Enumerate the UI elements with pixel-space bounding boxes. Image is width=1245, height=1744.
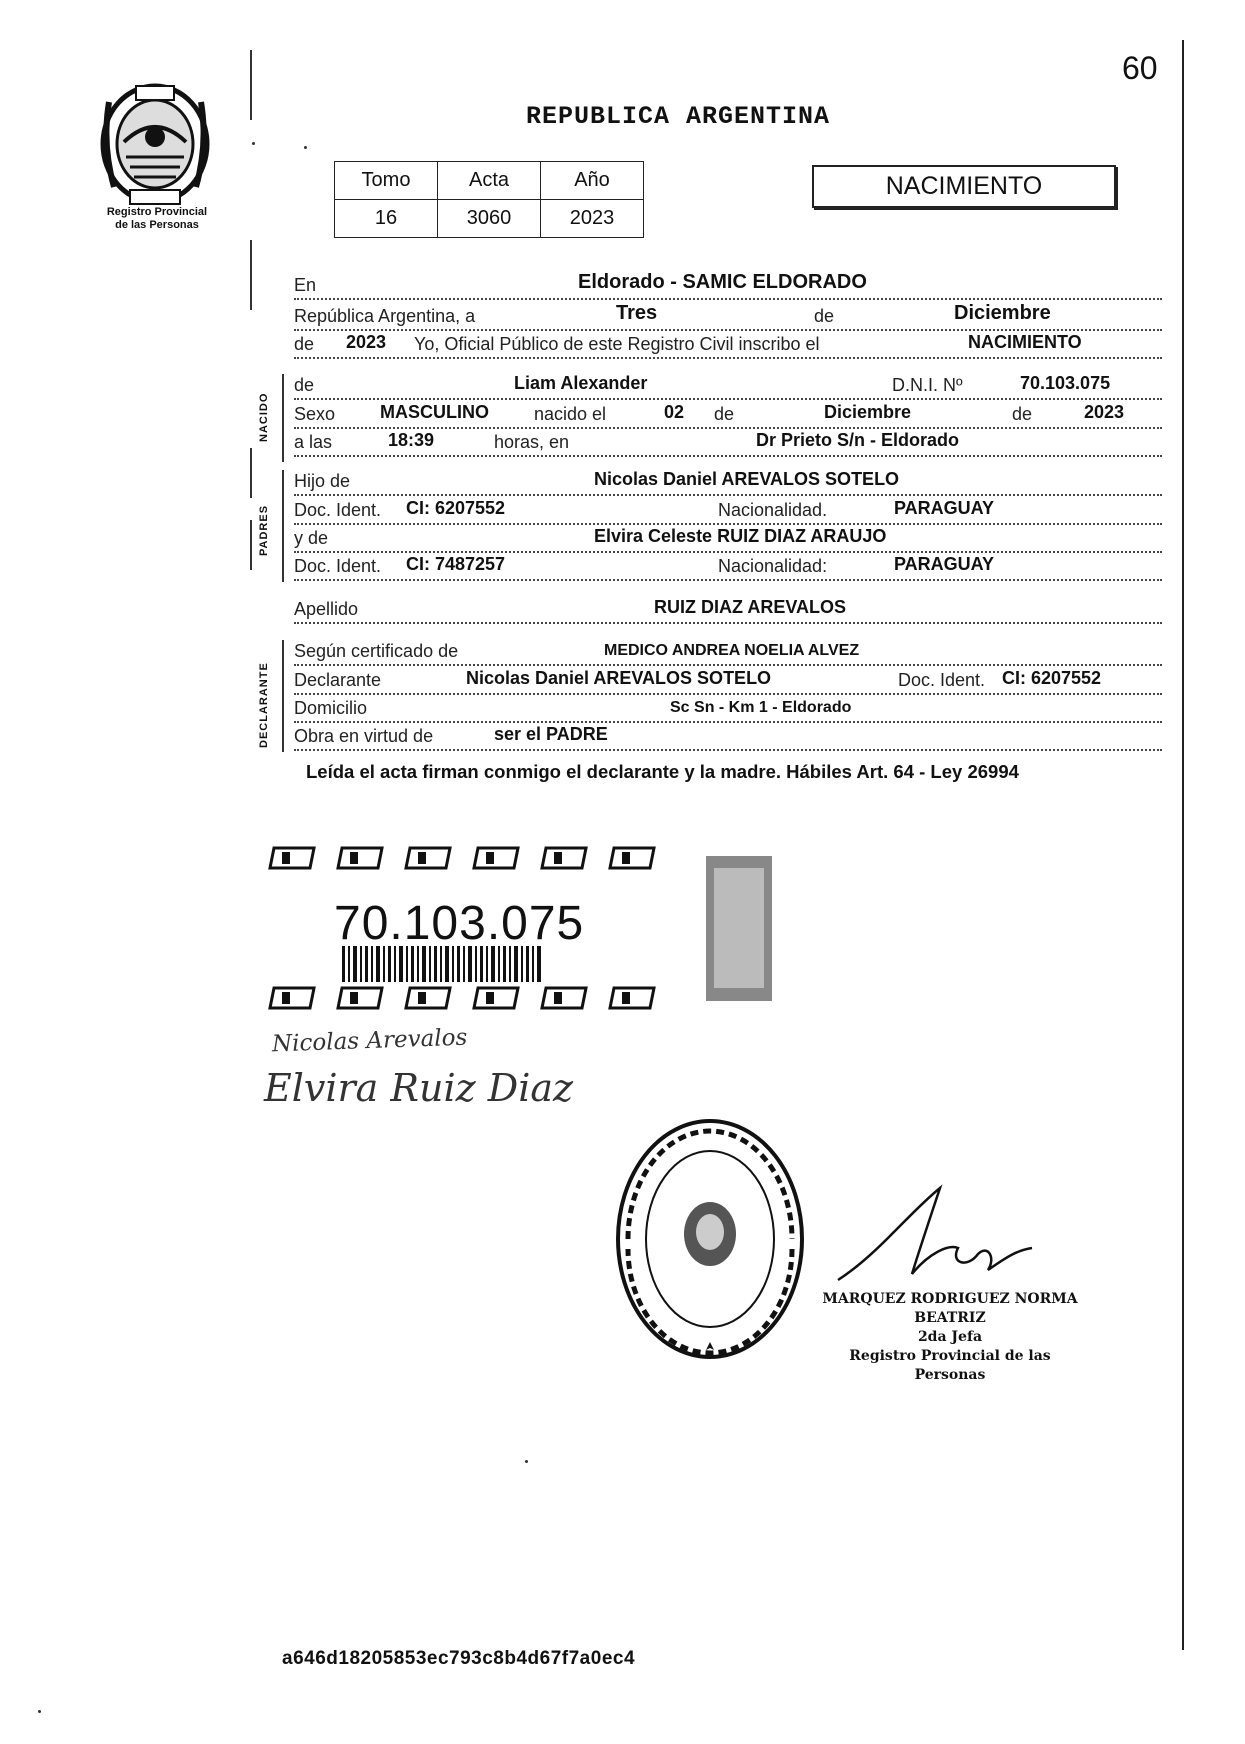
row-surname (294, 596, 1162, 624)
value-birth-day: 02 (664, 402, 685, 422)
label-mother: y de (294, 528, 329, 548)
row-father (294, 468, 1162, 496)
row-father-doc (294, 497, 1162, 525)
label-de: de (714, 404, 735, 424)
row-capacity (294, 723, 1162, 751)
statement-text: Yo, Oficial Público de este Registro Civil inscribo el (414, 334, 820, 354)
value-father: Nicolas Daniel AREVALOS SOTELO (594, 469, 900, 489)
section-divider (282, 470, 284, 582)
value-birth-year: 2023 (1084, 402, 1125, 422)
section-divider (282, 640, 284, 752)
label-mother-nationality: Nacionalidad: (718, 556, 828, 576)
row-newborn-name (294, 372, 1162, 400)
label-declarant-doc: Doc. Ident. (898, 670, 986, 690)
register-header-cell: Año (541, 162, 644, 200)
value-mother-doc: CI: 7487257 (406, 554, 506, 574)
value-father-nationality: PARAGUAY (894, 498, 995, 518)
value-birth-place: Dr Prieto S/n - Eldorado (756, 430, 960, 450)
margin-mark (250, 448, 252, 498)
register-table (334, 161, 644, 238)
register-value-row (335, 200, 644, 238)
row-mother-doc (294, 553, 1162, 581)
value-day-words: Tres (616, 302, 658, 324)
row-place (294, 272, 1162, 300)
officer-org: Registro Provincial de las Personas (849, 1348, 1051, 1383)
label-certificate: Según certificado de (294, 641, 459, 661)
scan-speck (38, 1710, 41, 1713)
label-time: a las (294, 432, 333, 452)
margin-mark (250, 240, 252, 310)
label-sex: Sexo (294, 404, 336, 424)
label-dni: D.N.I. Nº (892, 375, 963, 395)
value-declarant-doc: CI: 6207552 (1002, 668, 1102, 688)
scan-speck (525, 1460, 528, 1463)
label-capacity: Obra en virtud de (294, 726, 434, 746)
row-mother (294, 525, 1162, 553)
value-father-doc: CI: 6207552 (406, 498, 506, 518)
label-declarant: Declarante (294, 670, 382, 690)
label-address: Domicilio (294, 698, 368, 718)
official-round-stamp-icon (612, 1114, 808, 1364)
officer-title: 2da Jefa (917, 1329, 983, 1345)
label-de: de (814, 306, 835, 326)
label-year: de (294, 334, 315, 354)
value-dni: 70.103.075 (1020, 373, 1111, 393)
row-time-place (294, 429, 1162, 457)
scan-speck (252, 142, 255, 145)
label-name: de (294, 375, 315, 395)
section-divider (282, 374, 284, 462)
value-capacity: ser el PADRE (494, 724, 608, 744)
margin-mark (250, 50, 252, 120)
register-header-cell: Tomo (335, 162, 438, 200)
organization-name (90, 206, 224, 232)
section-born: NACIDO (258, 392, 270, 442)
provincial-seal-icon (94, 82, 216, 218)
value-mother: Elvira Celeste RUIZ DIAZ ARAUJO (594, 526, 887, 546)
label-mother-doc: Doc. Ident. (294, 556, 382, 576)
value-address: Sc Sn - Km 1 - Eldorado (670, 699, 852, 716)
value-certificate: MEDICO ANDREA NOELIA ALVEZ (604, 642, 860, 659)
value-surname: RUIZ DIAZ AREVALOS (654, 597, 846, 617)
register-value-cell: 2023 (541, 200, 644, 238)
label-father-doc: Doc. Ident. (294, 500, 382, 520)
value-declarant: Nicolas Daniel AREVALOS SOTELO (466, 668, 772, 688)
value-year: 2023 (346, 332, 387, 352)
label-hours: horas, en (494, 432, 570, 452)
value-birth-month: Diciembre (824, 402, 912, 422)
page-border-line (1182, 40, 1184, 1650)
country-title: REPUBLICA ARGENTINA (526, 102, 831, 131)
label-father-nationality: Nacionalidad. (718, 500, 828, 520)
label-country: República Argentina, a (294, 306, 476, 326)
register-header-row (335, 162, 644, 200)
value-sex: MASCULINO (380, 402, 489, 422)
row-date (294, 303, 1162, 331)
record-type-box: NACIMIENTO (812, 165, 1116, 208)
value-place: Eldorado - SAMIC ELDORADO (578, 271, 867, 293)
row-certificate (294, 638, 1162, 666)
signature-mother: Elvira Ruiz Diaz (264, 1066, 574, 1110)
document-hash: a646d18205853ec793c8b4d67f7a0ec4 (282, 1648, 636, 1669)
signature-declarant: Nicolas Arevalos (271, 1024, 468, 1058)
closing-statement: Leída el acta firman conmigo el declarante y la madre. Hábiles Art. 64 - Ley 26994 (306, 761, 1019, 782)
org-line-2: de las Personas (115, 219, 199, 231)
row-statement (294, 331, 1162, 359)
label-de: de (1012, 404, 1033, 424)
org-line-1: Registro Provincial (106, 206, 208, 218)
value-record-kind: NACIMIENTO (968, 332, 1082, 352)
officer-block (820, 1290, 1080, 1385)
page-number: 60 (1122, 50, 1158, 86)
row-declarant (294, 667, 1162, 695)
officer-signature-icon (818, 1184, 1048, 1294)
value-month: Diciembre (954, 302, 1051, 324)
row-address (294, 695, 1162, 723)
dni-stamp-number: 70.103.075 (334, 897, 585, 950)
label-born: nacido el (534, 404, 607, 424)
label-surname: Apellido (294, 599, 359, 619)
register-value-cell: 3060 (438, 200, 541, 238)
section-parents: PADRES (258, 504, 270, 556)
label-place: En (294, 275, 317, 295)
scan-speck (304, 146, 307, 149)
register-header-cell: Acta (438, 162, 541, 200)
register-value-cell: 16 (335, 200, 438, 238)
officer-name: MARQUEZ RODRIGUEZ NORMA BEATRIZ (822, 1291, 1078, 1326)
value-mother-nationality: PARAGUAY (894, 554, 995, 574)
value-time: 18:39 (388, 430, 435, 450)
section-declarant: DECLARANTE (258, 662, 270, 748)
margin-mark (250, 520, 252, 570)
row-sex-birth (294, 401, 1162, 429)
label-father: Hijo de (294, 471, 351, 491)
value-newborn-name: Liam Alexander (514, 373, 648, 393)
